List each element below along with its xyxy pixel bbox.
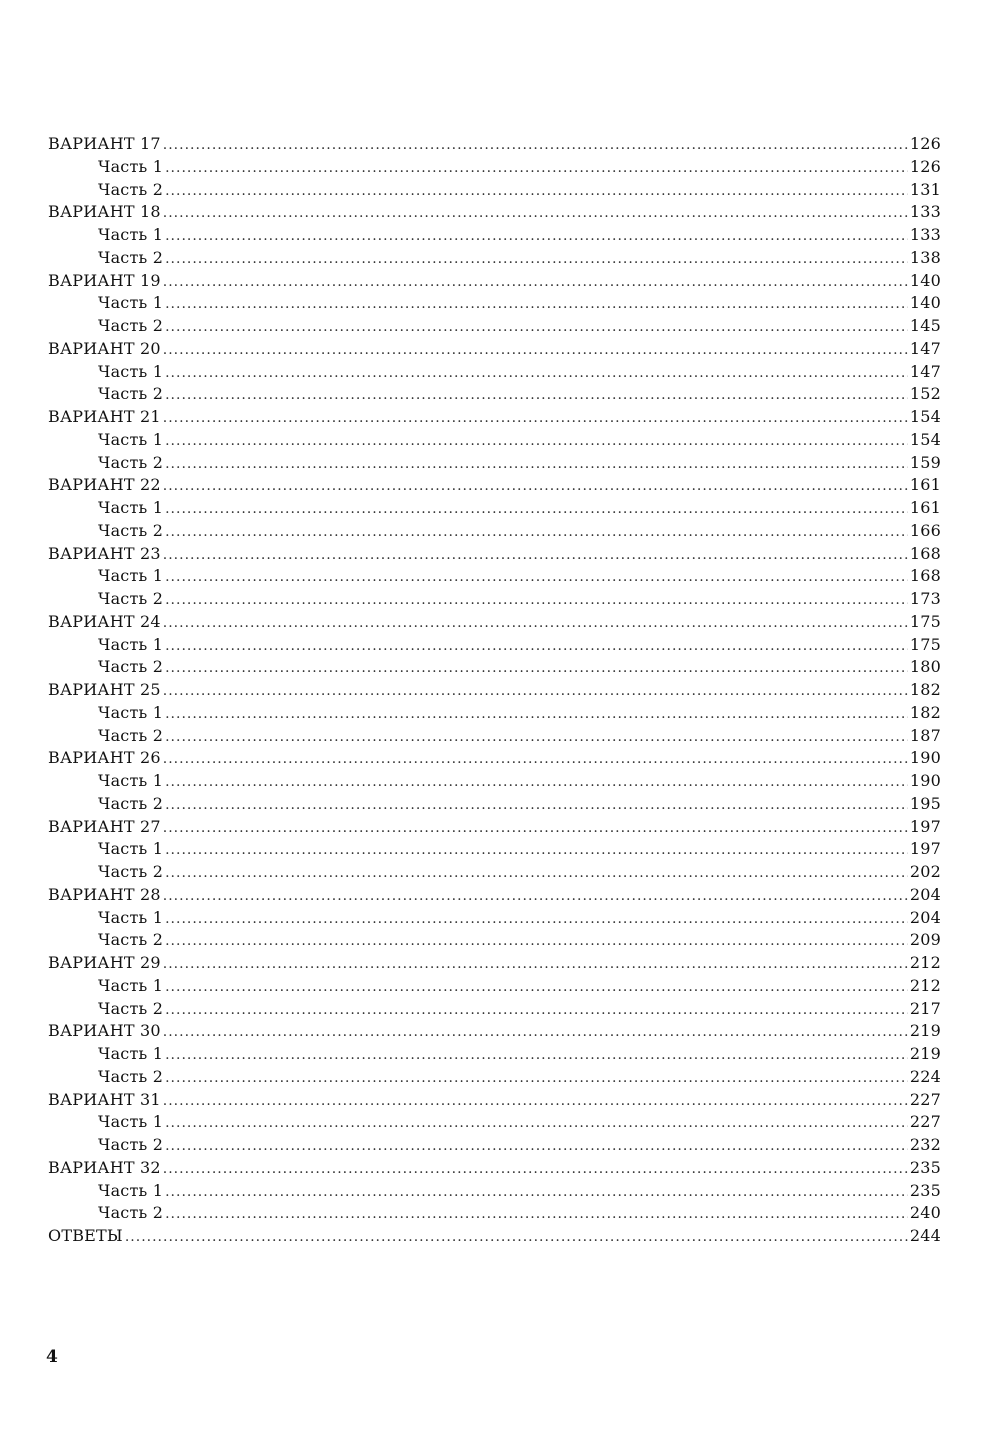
toc-entry-page: 197 xyxy=(909,839,941,859)
toc-entry-title: ВАРИАНТ 23 xyxy=(48,543,161,563)
toc-entry-page: 173 xyxy=(909,589,941,608)
toc-entry-title: Часть 2 xyxy=(98,520,164,540)
toc-entry-title: Часть 2 xyxy=(98,930,164,950)
table-of-contents xyxy=(48,134,941,1249)
toc-dot-leader xyxy=(165,251,908,267)
toc-entry-title: ВАРИАНТ 24 xyxy=(48,611,161,631)
toc-entry[interactable] xyxy=(48,521,941,544)
toc-dot-leader xyxy=(163,1024,908,1040)
toc-entry-title: Часть 1 xyxy=(98,566,164,586)
toc-dot-leader xyxy=(163,615,908,631)
toc-dot-leader xyxy=(165,1070,908,1086)
toc-dot-leader xyxy=(165,387,908,403)
toc-entry-page: 161 xyxy=(909,498,941,517)
toc-dot-leader xyxy=(165,1138,908,1154)
toc-entry[interactable] xyxy=(48,1135,941,1158)
toc-entry-page: 212 xyxy=(909,953,941,972)
toc-entry-page: 154 xyxy=(909,429,941,449)
toc-entry-title: ВАРИАНТ 27 xyxy=(48,816,161,836)
toc-entry-title: Часть 1 xyxy=(98,293,164,313)
toc-dot-leader xyxy=(165,228,908,244)
page-number: 4 xyxy=(46,1347,58,1367)
toc-entry-title: Часть 1 xyxy=(98,1044,164,1063)
toc-entry-title: ВАРИАНТ 29 xyxy=(48,953,161,972)
toc-entry[interactable] xyxy=(48,1090,941,1113)
toc-entry-page: 219 xyxy=(909,1044,941,1063)
toc-entry[interactable] xyxy=(48,202,941,225)
toc-entry[interactable] xyxy=(48,726,941,749)
toc-entry-page: 140 xyxy=(909,270,941,290)
toc-entry-title: Часть 2 xyxy=(98,998,164,1018)
toc-entry-page: 168 xyxy=(909,566,941,586)
toc-entry-page: 161 xyxy=(909,475,941,495)
toc-entry-title: Часть 1 xyxy=(98,156,164,176)
toc-entry[interactable] xyxy=(48,612,941,635)
toc-entry-page: 168 xyxy=(909,543,941,563)
toc-entry[interactable] xyxy=(48,293,941,316)
toc-entry[interactable] xyxy=(48,498,941,521)
toc-entry[interactable] xyxy=(48,999,941,1022)
toc-entry-page: 212 xyxy=(909,975,941,995)
toc-entry-title: Часть 1 xyxy=(98,429,164,449)
toc-dot-leader xyxy=(163,683,908,699)
toc-entry-page: 227 xyxy=(909,1089,941,1109)
toc-entry-page: 219 xyxy=(909,1021,941,1041)
toc-entry[interactable] xyxy=(48,680,941,703)
toc-entry-title: Часть 2 xyxy=(98,1135,164,1154)
toc-dot-leader xyxy=(165,774,908,790)
toc-entry-title: Часть 1 xyxy=(98,771,164,790)
toc-entry-page: 159 xyxy=(909,452,941,472)
toc-dot-leader xyxy=(163,478,908,494)
toc-dot-leader xyxy=(163,342,908,358)
toc-dot-leader xyxy=(165,911,908,927)
toc-entry-title: Часть 1 xyxy=(98,1180,164,1200)
toc-dot-leader xyxy=(163,1161,908,1177)
toc-entry[interactable] xyxy=(48,384,941,407)
toc-entry[interactable] xyxy=(48,475,941,498)
toc-dot-leader xyxy=(165,319,908,335)
toc-entry-page: 140 xyxy=(909,293,941,313)
toc-entry-title: ВАРИАНТ 17 xyxy=(48,134,161,153)
toc-dot-leader xyxy=(165,1184,908,1200)
toc-entry-title: Часть 2 xyxy=(98,247,164,267)
toc-entry[interactable] xyxy=(48,885,941,908)
toc-entry[interactable] xyxy=(48,157,941,180)
toc-dot-leader xyxy=(163,205,908,221)
toc-dot-leader xyxy=(163,410,908,426)
toc-entry[interactable] xyxy=(48,316,941,339)
toc-entry-title: Часть 1 xyxy=(98,702,164,722)
toc-dot-leader xyxy=(165,1002,908,1018)
toc-entry-page: 224 xyxy=(909,1066,941,1086)
toc-entry[interactable] xyxy=(48,339,941,362)
toc-dot-leader xyxy=(165,638,908,654)
toc-entry-title: ОТВЕТЫ xyxy=(48,1226,123,1245)
toc-entry[interactable] xyxy=(48,566,941,589)
toc-entry[interactable] xyxy=(48,180,941,203)
toc-entry-title: ВАРИАНТ 30 xyxy=(48,1021,161,1041)
toc-dot-leader xyxy=(165,183,908,199)
toc-entry-title: Часть 2 xyxy=(98,862,164,881)
toc-entry-title: Часть 1 xyxy=(98,907,164,927)
toc-entry-title: ВАРИАНТ 18 xyxy=(48,202,161,222)
toc-entry[interactable] xyxy=(48,407,941,430)
toc-entry-title: ВАРИАНТ 21 xyxy=(48,407,161,426)
toc-entry-page: 175 xyxy=(909,634,941,654)
toc-entry-page: 182 xyxy=(909,680,941,699)
toc-dot-leader xyxy=(163,1093,908,1109)
toc-dot-leader xyxy=(165,933,908,949)
toc-dot-leader xyxy=(165,433,908,449)
toc-dot-leader xyxy=(165,524,908,540)
toc-entry-page: 217 xyxy=(909,998,941,1018)
toc-entry[interactable] xyxy=(48,930,941,953)
toc-dot-leader xyxy=(163,274,908,290)
toc-entry-page: 195 xyxy=(909,793,941,813)
toc-entry[interactable] xyxy=(48,748,941,771)
toc-entry-page: 190 xyxy=(909,748,941,768)
toc-entry-page: 133 xyxy=(909,202,941,222)
toc-dot-leader xyxy=(165,729,908,745)
toc-entry[interactable] xyxy=(48,1112,941,1135)
toc-entry-title: ВАРИАНТ 25 xyxy=(48,680,161,699)
toc-entry-page: 182 xyxy=(909,702,941,722)
toc-entry[interactable] xyxy=(48,225,941,248)
toc-entry[interactable] xyxy=(48,544,941,567)
toc-entry[interactable] xyxy=(48,635,941,658)
toc-entry-title: Часть 2 xyxy=(98,316,164,335)
toc-entry-page: 131 xyxy=(909,179,941,199)
toc-entry[interactable] xyxy=(48,1044,941,1067)
toc-entry-page: 209 xyxy=(909,930,941,950)
toc-entry-title: Часть 2 xyxy=(98,657,164,677)
toc-dot-leader xyxy=(165,865,908,881)
toc-entry-title: Часть 1 xyxy=(98,975,164,995)
toc-dot-leader xyxy=(165,1206,908,1222)
toc-entry-page: 204 xyxy=(909,907,941,927)
toc-entry-page: 180 xyxy=(909,657,941,677)
toc-entry-title: ВАРИАНТ 31 xyxy=(48,1089,161,1109)
toc-dot-leader xyxy=(163,751,908,767)
toc-entry-page: 126 xyxy=(909,134,941,153)
toc-dot-leader xyxy=(165,1047,908,1063)
toc-dot-leader xyxy=(163,137,908,153)
toc-dot-leader xyxy=(165,160,908,176)
toc-entry[interactable] xyxy=(48,839,941,862)
toc-dot-leader xyxy=(125,1229,908,1245)
toc-entry-title: Часть 2 xyxy=(98,1066,164,1086)
toc-entry-page: 145 xyxy=(909,316,941,335)
toc-entry[interactable] xyxy=(48,1203,941,1226)
toc-entry-title: Часть 2 xyxy=(98,384,164,404)
toc-entry-page: 197 xyxy=(909,816,941,836)
toc-entry-title: Часть 2 xyxy=(98,589,164,608)
toc-entry[interactable] xyxy=(48,1021,941,1044)
toc-entry-page: 240 xyxy=(909,1203,941,1223)
toc-entry-page: 147 xyxy=(909,361,941,381)
toc-entry[interactable] xyxy=(48,134,941,157)
toc-dot-leader xyxy=(163,888,908,904)
toc-entry-page: 133 xyxy=(909,225,941,244)
toc-entry-page: 147 xyxy=(909,338,941,358)
toc-entry-title: Часть 1 xyxy=(98,839,164,859)
toc-entry-title: Часть 2 xyxy=(98,725,164,745)
toc-entry-page: 154 xyxy=(909,407,941,426)
toc-entry[interactable] xyxy=(48,1181,941,1204)
toc-dot-leader xyxy=(165,1115,908,1131)
toc-entry-title: Часть 1 xyxy=(98,361,164,381)
toc-entry-title: ВАРИАНТ 22 xyxy=(48,475,161,495)
toc-entry-page: 152 xyxy=(909,384,941,404)
toc-entry-title: Часть 1 xyxy=(98,1112,164,1132)
toc-entry[interactable] xyxy=(48,817,941,840)
toc-entry[interactable] xyxy=(48,953,941,976)
toc-entry-page: 232 xyxy=(909,1135,941,1154)
toc-entry[interactable] xyxy=(48,976,941,999)
toc-dot-leader xyxy=(165,296,908,312)
toc-entry[interactable] xyxy=(48,453,941,476)
toc-dot-leader xyxy=(163,820,908,836)
toc-entry-title: Часть 2 xyxy=(98,452,164,472)
toc-entry-title: ВАРИАНТ 19 xyxy=(48,270,161,290)
toc-entry-page: 126 xyxy=(909,156,941,176)
toc-entry-page: 138 xyxy=(909,247,941,267)
toc-entry-page: 187 xyxy=(909,725,941,745)
toc-entry[interactable] xyxy=(48,1226,941,1249)
toc-entry-title: Часть 1 xyxy=(98,634,164,654)
toc-entry-title: ВАРИАНТ 32 xyxy=(48,1157,161,1177)
toc-dot-leader xyxy=(165,979,908,995)
toc-entry[interactable] xyxy=(48,771,941,794)
toc-entry-page: 244 xyxy=(909,1226,941,1245)
toc-entry-title: Часть 1 xyxy=(98,498,164,517)
toc-entry-title: Часть 2 xyxy=(98,793,164,813)
toc-dot-leader xyxy=(165,797,908,813)
toc-entry-page: 227 xyxy=(909,1112,941,1132)
toc-entry[interactable] xyxy=(48,430,941,453)
toc-entry-title: Часть 2 xyxy=(98,179,164,199)
toc-entry[interactable] xyxy=(48,362,941,385)
toc-dot-leader xyxy=(165,365,908,381)
toc-entry-title: ВАРИАНТ 26 xyxy=(48,748,161,768)
toc-dot-leader xyxy=(163,547,908,563)
toc-dot-leader xyxy=(165,569,908,585)
toc-entry-page: 175 xyxy=(909,611,941,631)
toc-entry-title: Часть 2 xyxy=(98,1203,164,1223)
toc-entry-title: ВАРИАНТ 20 xyxy=(48,338,161,358)
toc-entry[interactable] xyxy=(48,1067,941,1090)
toc-dot-leader xyxy=(165,501,908,517)
toc-entry[interactable] xyxy=(48,589,941,612)
toc-entry-page: 235 xyxy=(909,1180,941,1200)
toc-entry[interactable] xyxy=(48,657,941,680)
toc-entry-page: 235 xyxy=(909,1157,941,1177)
toc-entry[interactable] xyxy=(48,862,941,885)
toc-entry[interactable] xyxy=(48,1158,941,1181)
toc-entry-page: 202 xyxy=(909,862,941,881)
toc-entry[interactable] xyxy=(48,248,941,271)
toc-dot-leader xyxy=(165,592,908,608)
toc-entry[interactable] xyxy=(48,908,941,931)
toc-dot-leader xyxy=(163,956,908,972)
toc-entry-title: ВАРИАНТ 28 xyxy=(48,884,161,904)
toc-entry[interactable] xyxy=(48,703,941,726)
toc-entry-title: Часть 1 xyxy=(98,225,164,244)
toc-dot-leader xyxy=(165,706,908,722)
toc-entry-page: 190 xyxy=(909,771,941,790)
toc-dot-leader xyxy=(165,842,908,858)
toc-entry[interactable] xyxy=(48,271,941,294)
toc-entry-page: 204 xyxy=(909,884,941,904)
toc-entry-page: 166 xyxy=(909,520,941,540)
toc-dot-leader xyxy=(165,456,908,472)
toc-dot-leader xyxy=(165,660,908,676)
toc-entry[interactable] xyxy=(48,794,941,817)
